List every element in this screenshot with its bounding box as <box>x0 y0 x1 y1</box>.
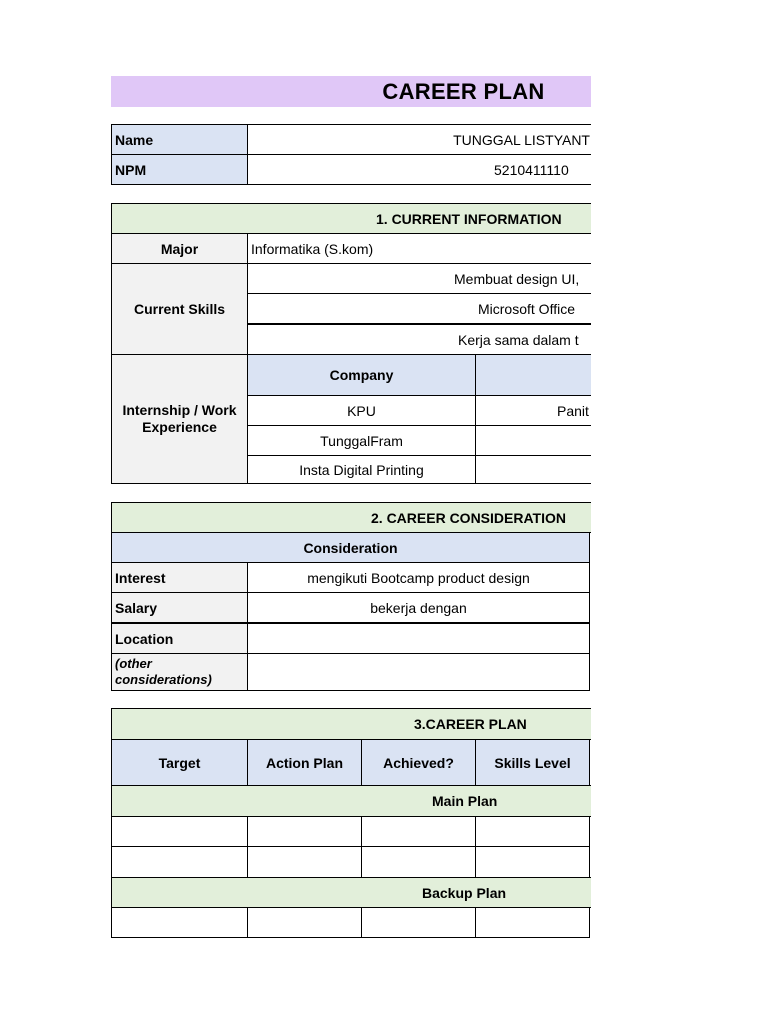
location-label: Location <box>111 623 248 654</box>
major-value: Informatika (S.kom) <box>247 233 591 264</box>
section-heading-text: 2. CAREER CONSIDERATION <box>371 509 566 526</box>
company-header: Company <box>247 354 476 396</box>
title-banner <box>111 76 591 107</box>
company-cell: Insta Digital Printing <box>247 455 476 484</box>
company-cell: TunggalFram <box>247 425 476 456</box>
plan-cell <box>111 846 248 878</box>
backup-plan-row <box>111 877 591 908</box>
plan-cell <box>361 907 476 938</box>
page-title: CAREER PLAN <box>382 78 545 104</box>
plan-cell <box>247 816 362 847</box>
npm-value <box>247 154 591 185</box>
plan-cell <box>475 846 590 878</box>
skill-text: Kerja sama dalam t <box>458 331 579 348</box>
salary-value: bekerja dengan <box>247 592 590 623</box>
name-label: Name <box>111 124 248 155</box>
skill-item <box>247 324 591 355</box>
npm-label: NPM <box>111 154 248 185</box>
plan-cell <box>475 907 590 938</box>
skill-item <box>247 263 591 294</box>
main-plan-label: Main Plan <box>432 793 498 809</box>
salary-label: Salary <box>111 592 248 623</box>
consideration-header: Consideration <box>111 532 590 563</box>
section-career-consideration-heading <box>111 502 591 533</box>
section-career-plan-heading <box>111 708 591 740</box>
plan-cell <box>247 907 362 938</box>
column-header-achieved: Achieved? <box>361 739 476 786</box>
skill-text: Microsoft Office <box>478 300 575 317</box>
skill-item <box>247 293 591 324</box>
interest-label: Interest <box>111 562 248 593</box>
role-header <box>475 354 591 396</box>
current-skills-label: Current Skills <box>111 263 248 355</box>
role-cell <box>475 455 591 484</box>
npm-text: 5210411110 <box>494 161 569 178</box>
plan-cell <box>475 816 590 847</box>
experience-label: Internship / Work Experience <box>111 354 248 484</box>
major-label: Major <box>111 233 248 264</box>
column-header-target: Target <box>111 739 248 786</box>
role-cell <box>475 425 591 456</box>
plan-cell <box>111 907 248 938</box>
company-cell: KPU <box>247 395 476 426</box>
plan-cell <box>111 816 248 847</box>
column-header-skills-level: Skills Level <box>475 739 590 786</box>
section-heading-text: 3.CAREER PLAN <box>414 716 527 732</box>
other-considerations-value <box>247 653 590 691</box>
location-value <box>247 623 590 654</box>
name-value <box>247 124 591 155</box>
plan-cell <box>361 846 476 878</box>
section-heading-text: 1. CURRENT INFORMATION <box>376 210 562 227</box>
skill-text: Membuat design UI, <box>454 270 580 287</box>
plan-cell <box>247 846 362 878</box>
section-current-information-heading <box>111 203 591 234</box>
other-considerations-label: (other considerations) <box>111 653 248 691</box>
main-plan-row <box>111 785 591 817</box>
name-text: TUNGGAL LISTYANT <box>453 131 590 148</box>
backup-plan-label: Backup Plan <box>422 884 507 901</box>
column-header-action-plan: Action Plan <box>247 739 362 786</box>
role-text: Panit <box>557 402 589 419</box>
interest-value: mengikuti Bootcamp product design <box>247 562 590 593</box>
role-cell <box>475 395 591 426</box>
plan-cell <box>361 816 476 847</box>
